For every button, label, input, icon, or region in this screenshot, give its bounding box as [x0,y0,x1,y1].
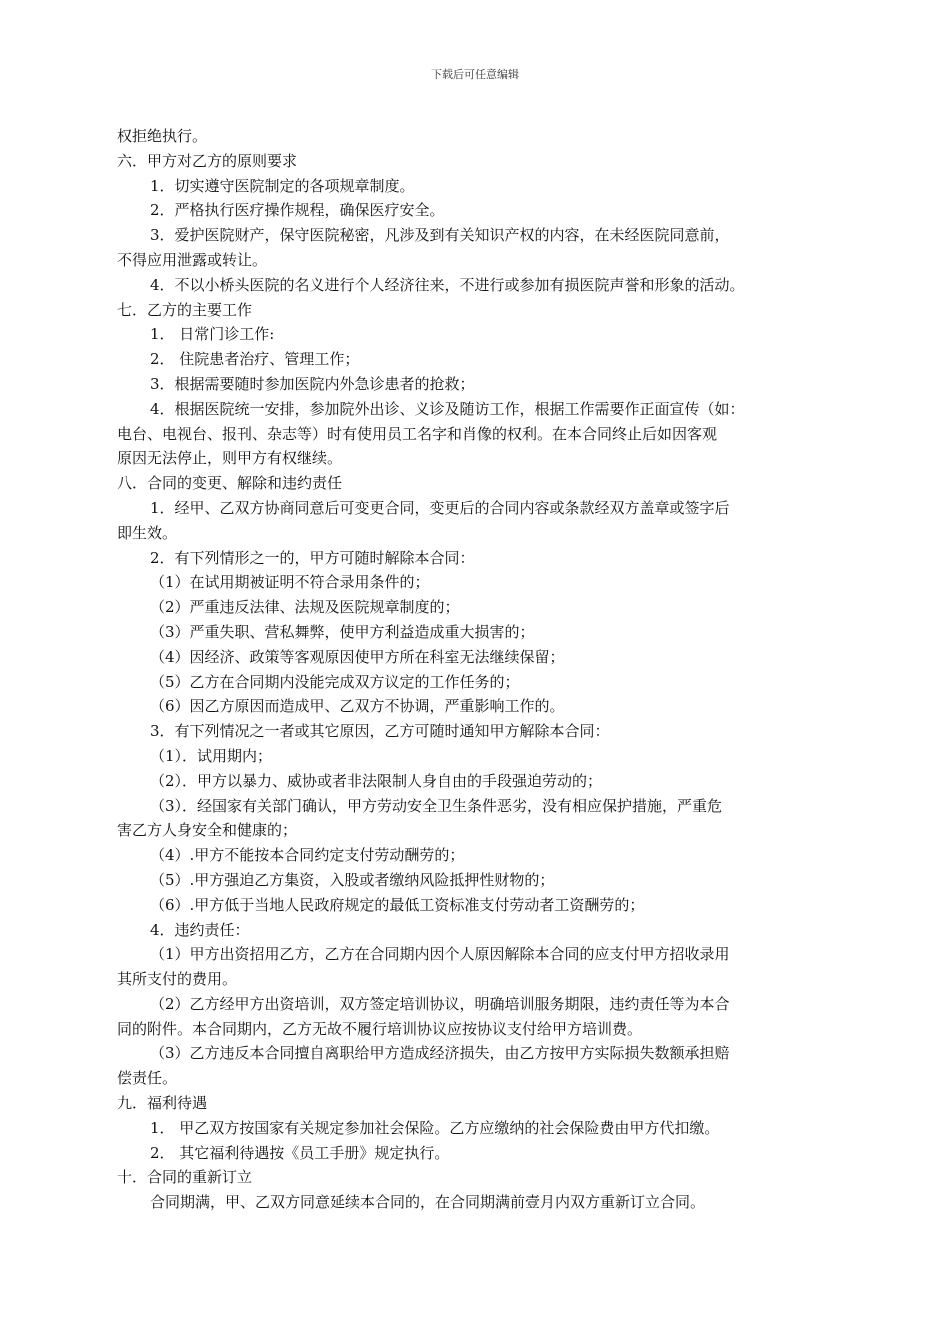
document-line: （4）因经济、政策等客观原因使甲方所在科室无法继续保留； [150,647,565,666]
document-line: （1）甲方出资招用乙方，乙方在合同期内因个人原因解除本合同的应支付甲方招收录用 [150,945,730,964]
document-line: 1．经甲、乙双方协商同意后可变更合同，变更后的合同内容或条款经双方盖章或签字后 [150,498,730,517]
document-line: （1）在试用期被证明不符合录用条件的； [150,573,430,592]
document-line: （2）严重违反法律、法规及医院规章制度的； [150,598,460,617]
document-line: 不得应用泄露或转让。 [117,250,268,269]
document-line: 2． 住院患者治疗、管理工作； [150,350,360,369]
document-line: 4．不以小桥头医院的名义进行个人经济往来，不进行或参加有损医院声誉和形象的活动。 [150,275,745,294]
document-line: 3．爱护医院财产，保守医院秘密，凡涉及到有关知识产权的内容，在未经医院同意前， [150,226,730,245]
document-line: 权拒绝执行。 [117,127,208,145]
document-line: （6）.甲方低于当地人民政府规定的最低工资标准支付劳动者工资酬劳的； [150,895,645,914]
document-line: 害乙方人身安全和健康的； [117,821,298,840]
document-line: 2．有下列情形之一的，甲方可随时解除本合同： [150,548,475,567]
document-line: （2）．甲方以暴力、威协或者非法限制人身自由的手段强迫劳动的； [150,771,603,790]
document-line: 其所支付的费用。 [117,970,238,989]
document-line: （5）乙方在合同期内没能完成双方议定的工作任务的； [150,672,520,691]
document-line: 同的附件。本合同期内，乙方无故不履行培训协议应按协议支付给甲方培训费。 [117,1019,643,1038]
document-line: 电台、电视台、报刊、杂志等）时有使用员工名字和肖像的权利。在本合同终止后如因客观 [117,424,718,443]
document-line: 1．切实遵守医院制定的各项规章制度。 [150,176,415,195]
document-line: 九．福利待遇 [117,1094,208,1113]
document-line: （3）．经国家有关部门确认，甲方劳动安全卫生条件恶劣，没有相应保护措施，严重危 [150,796,723,815]
document-line: （1）．试用期内； [150,746,273,765]
document-line: 六．甲方对乙方的原则要求 [117,151,298,170]
document-line: 4．根据医院统一安排，参加院外出诊、义诊及随访工作，根据工作需要作正面宣传（如： [150,399,745,418]
page-header: 下载后可任意编辑 [431,68,519,81]
document-line: 1． 日常门诊工作: [150,325,275,344]
document-line: （4）.甲方不能按本合同约定支付劳动酬劳的； [150,846,465,865]
document-line: 3．有下列情况之一者或其它原因，乙方可随时通知甲方解除本合同： [150,722,610,741]
document-line: （2）乙方经甲方出资培训，双方签定培训协议，明确培训服务期限，违约责任等为本合 [150,994,730,1013]
document-line: （3）严重失职、营私舞弊，使甲方利益造成重大损害的； [150,622,535,641]
document-body [117,124,832,1215]
document-line: （5）.甲方强迫乙方集资，入股或者缴纳风险抵押性财物的； [150,870,555,889]
document-line: 3．根据需要随时参加医院内外急诊患者的抢救； [150,374,475,393]
document-line: 即生效。 [117,523,178,542]
document-line: 偿责任。 [117,1069,178,1088]
document-line: （3）乙方违反本合同擅自离职给甲方造成经济损失，由乙方按甲方实际损失数额承担赔 [150,1044,730,1063]
document-line: 七．乙方的主要工作 [117,300,253,319]
document-line: 十．合同的重新订立 [117,1168,253,1187]
document-line: 合同期满，甲、乙双方同意延续本合同的，在合同期满前壹月内双方重新订立合同。 [150,1193,706,1212]
document-line: 1． 甲乙双方按国家有关规定参加社会保险。乙方应缴纳的社会保险费由甲方代扣缴。 [150,1118,720,1137]
document-line: 八．合同的变更、解除和违约责任 [117,474,343,493]
document-line: 原因无法停止，则甲方有权继续。 [117,449,343,468]
document-line: 2．严格执行医疗操作规程，确保医疗安全。 [150,201,445,220]
document-line: （6）因乙方原因而造成甲、乙双方不协调，严重影响工作的。 [150,697,565,716]
document-line: 4．违约责任： [150,920,250,939]
document-line: 2． 其它福利待遇按《员工手册》规定执行。 [150,1143,450,1162]
